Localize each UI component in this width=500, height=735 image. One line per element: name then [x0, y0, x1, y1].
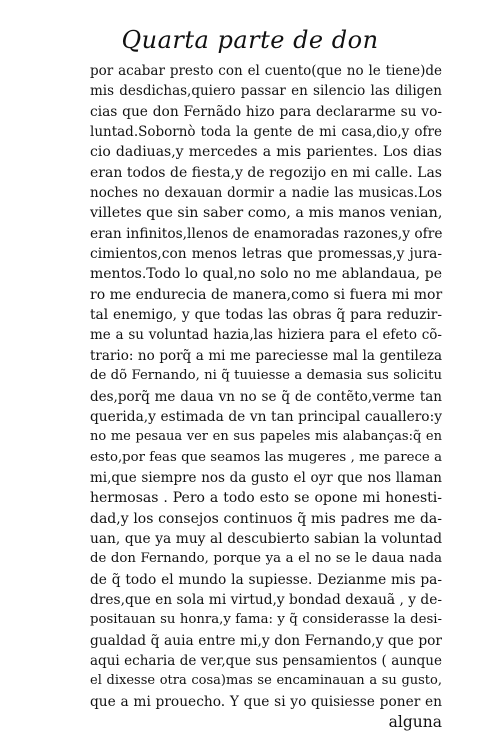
text-line: trario: no porq̃ a mi me pareciesse mal la gentileza: [90, 347, 442, 364]
text-line: cimientos,con menos letras que promessas,y jura-: [90, 246, 442, 263]
text-line: uan, que ya muy al descubierto sabian la voluntad: [90, 530, 442, 547]
text-line: que a mi prouecho. Y que si yo quisiesse poner en: [90, 693, 442, 710]
text-line: mi,que siempre nos da gusto el oyr que nos llaman: [90, 469, 442, 486]
text-line: ro me endurecia de manera,como si fuera mi mor: [90, 286, 443, 303]
text-line: me a su voluntad hazia,las hiziera para el efeto cõ-: [90, 327, 442, 344]
body-text: [0, 61, 500, 732]
text-line: dres,que en sola mi virtud,y bondad dexauã , y de-: [90, 591, 442, 608]
text-line: tal enemigo, y que todas las obras q̃ para reduzir-: [90, 307, 442, 324]
text-line: aqui echaria de ver,que sus pensamientos ( aunque: [90, 652, 442, 669]
text-line: luntad.Sobornò toda la gente de mi casa,dio,y ofre: [90, 124, 442, 141]
text-line: el dixesse otra cosa)mas se encaminauan a su gusto,: [90, 673, 442, 689]
catchword: alguna: [388, 713, 442, 731]
text-line: de dõ Fernando, ni q̃ tuuiesse a demasia sus solicitu: [90, 368, 442, 384]
text-line: esto,por feas que seamos las mugeres , me parece a: [90, 449, 442, 465]
text-line: por acabar presto con el cuento(que no le tiene)de: [90, 63, 442, 79]
text-line: noches no dexauan dormir a nadie las musicas.Los: [90, 185, 442, 202]
text-line: des,porq̃ me daua vn no se q̃ de contẽto,verme tan: [90, 388, 442, 405]
text-line: gualdad q̃ auia entre mi,y don Fernando,y que por: [90, 632, 442, 649]
text-line: no me pesaua ver en sus papeles mis alabanças:q̃ en: [90, 429, 442, 445]
text-line: de q̃ todo el mundo la supiesse. Dezianme mis pa-: [90, 571, 442, 588]
text-line: positauan su honra,y fama: y q̃ considerasse la desi-: [90, 612, 442, 628]
text-line: mis desdichas,quiero passar en silencio las diligen: [90, 83, 442, 100]
text-line: eran todos de fiesta,y de regozijo en mi calle. Las: [90, 164, 442, 181]
text-line: mentos.Todo lo qual,no solo no me ablandaua, pe: [90, 266, 442, 283]
text-line: cias que don Fernãdo hizo para declararme su vo-: [90, 103, 442, 120]
running-head: Quarta parte de don: [121, 26, 379, 54]
text-line: cio dadiuas,y mercedes a mis parientes. Los dias: [90, 144, 442, 161]
text-line: dad,y los consejos continuos q̃ mis padres me da-: [90, 510, 442, 527]
text-line: villetes que sin saber como, a mis manos venian,: [90, 205, 443, 222]
text-line: querida,y estimada de vn tan principal cauallero:y: [90, 408, 442, 425]
text-line: de don Fernando, porque ya a el no se le daua nada: [90, 551, 442, 567]
text-line: eran infinitos,llenos de enamoradas razones,y ofre: [90, 225, 443, 242]
text-line: hermosas . Pero a todo esto se opone mi honesti-: [90, 490, 442, 507]
